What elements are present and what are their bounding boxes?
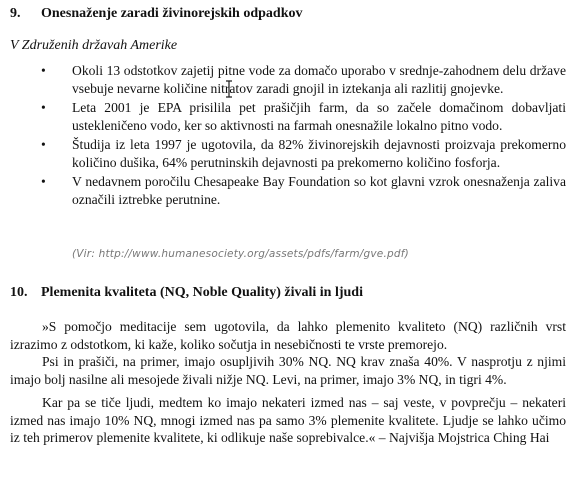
list-item [0, 136, 576, 171]
bullet-text: Študija iz leta 1997 je ugotovila, da 82% živinorejskih dejavnosti proizvaja prekomerno količino dušika, 64% perutninskih dejavnosti pa prekomerno količino fosforja. [72, 137, 566, 170]
section-9-subheading: V Združenih državah Amerike [10, 38, 178, 53]
section-9-number: 9. [10, 6, 21, 21]
bullet-list [0, 62, 576, 210]
section-9-heading [10, 6, 303, 22]
paragraph: Psi in prašiči, na primer, imajo osupljivih 30% NQ. NQ krav znaša 40%. V nasprotju z njimi imajo bolj nasilne ali mesojede živali nižje NQ. Levi, na primer, imajo 3% NQ, in tigri 4%. [10, 354, 566, 387]
list-item [0, 99, 576, 134]
bullet-dot: • [41, 174, 46, 189]
bullet-dot: • [41, 137, 46, 152]
section-10-number: 10. [10, 285, 28, 300]
quote-block [10, 318, 566, 447]
section-10-title: Plemenita kvaliteta (NQ, Noble Quality) živali in ljudi [41, 285, 363, 300]
bullet-text: Okoli 13 odstotkov zajetij pitne vode za domačo uporabo v srednje-zahodnem delu države vsebuje nevarne količine nitratov zaradi gnojil in iztekanja ali razlitij gnojevke. [72, 63, 566, 96]
section-10-heading [10, 285, 363, 301]
list-item [0, 173, 576, 208]
text-cursor-icon [225, 80, 233, 98]
section-9-title: Onesnaženje zaradi živinorejskih odpadkov [41, 6, 303, 21]
bullet-text: Leta 2001 je EPA prisilila pet prašičjih farm, da so začele domačinom dobavljati ustekleničeno vodo, ker so aktivnosti na farmah onesnažile lokalno pitno vodo. [72, 100, 566, 133]
bullet-text: V nedavnem poročilu Chesapeake Bay Foundation so kot glavni vzrok onesnaženja zaliva označili iztrebke perutnine. [72, 174, 566, 207]
paragraph: »S pomočjo meditacije sem ugotovila, da lahko plemenito kvaliteto (NQ) različnih vrst izrazimo z odstotkom, ki kaže, koliko sočutja in nesebičnosti te vrste premorejo. [10, 319, 566, 352]
bullet-dot: • [41, 63, 46, 78]
list-item [0, 62, 576, 97]
source-citation: (Vir: http://www.humanesociety.org/assets/pdfs/farm/gve.pdf) [72, 248, 409, 260]
paragraph: Kar pa se tiče ljudi, medtem ko imajo nekateri izmed nas – saj veste, v povprečju – nekateri izmed nas imajo 10% NQ, mnogi izmed nas pa samo 3% plemenite kvalitete. Ljudje se lahko učimo iz teh primerov plemenite kvalitete, ki odlikuje naše soprebivalce.« – Najvišja Mojstrica Ching Hai [10, 395, 566, 445]
bullet-dot: • [41, 100, 46, 115]
